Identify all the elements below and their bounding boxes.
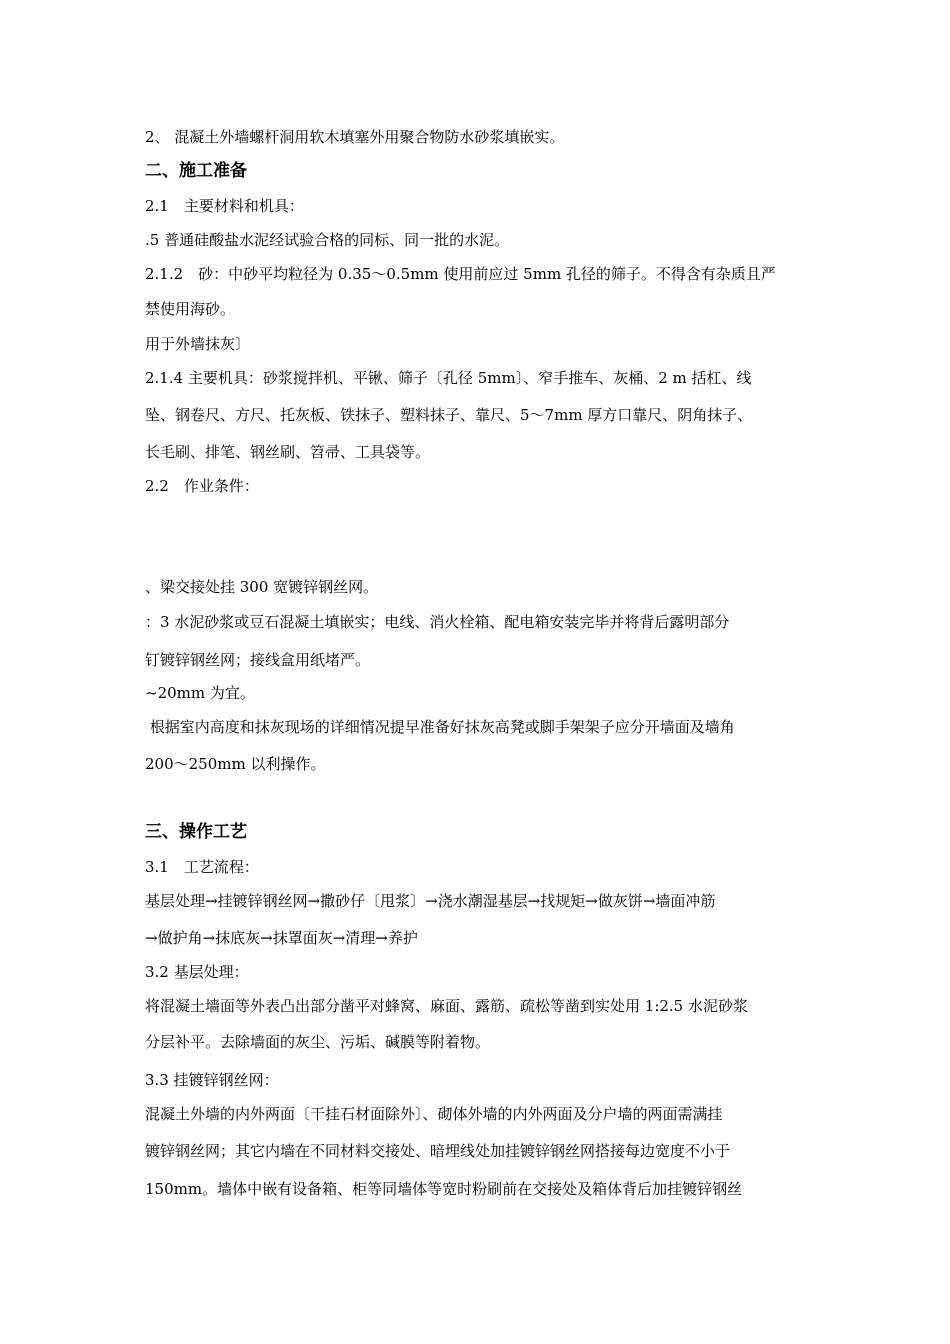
paragraph-line: 将混凝土墙面等外表凸出部分凿平对蜂窝、麻面、露筋、疏松等凿到实处用 1:2.5 水泥砂浆 [145,997,748,1015]
paragraph-line: 3.2 基层处理： [145,963,249,981]
section-heading: 三、操作工艺 [145,822,247,842]
paragraph-line: 、梁交接处挂 300 宽镀锌钢丝网。 [145,578,379,596]
section-heading: 二、施工准备 [145,161,247,181]
paragraph-line: .5 普通硅酸盐水泥经试验合格的同标、同一批的水泥。 [145,231,510,249]
paragraph-line: 2.1.2 砂：中砂平均粒径为 0.35～0.5mm 使用前应过 5mm 孔径的筛子。不得含有杂质且严 [145,265,776,283]
paragraph-line: ：3 水泥砂浆或豆石混凝土填嵌实；电线、消火栓箱、配电箱安装完毕并将背后露明部分 [145,613,730,631]
paragraph-line: 坠、钢卷尺、方尺、托灰板、铁抹子、塑料抹子、靠尺、5～7mm 厚方口靠尺、阴角抹子、 [145,406,753,424]
paragraph-line: 用于外墙抹灰〕 [145,335,251,353]
paragraph-line: 根据室内高度和抹灰现场的详细情况提早准备好抹灰高凳或脚手架架子应分开墙面及墙角 [145,718,735,736]
paragraph-line: 2、 混凝土外墙螺杆洞用软木填塞外用聚合物防水砂浆填嵌实。 [145,128,565,146]
paragraph-line: 2.1.4 主要机具：砂浆搅拌机、平锹、筛子〔孔径 5mm〕、窄手推车、灰桶、2 m 括杠、线 [145,369,752,387]
paragraph-line: 200～250mm 以利操作。 [145,755,326,773]
paragraph-line: →做护角→抹底灰→抹罩面灰→清理→养护 [145,929,418,947]
paragraph-line: 禁使用海砂。 [145,300,236,318]
paragraph-line: 镀锌钢丝网；其它内墙在不同材料交接处、暗埋线处加挂镀锌钢丝网搭接每边宽度不小于 [145,1142,731,1160]
paragraph-line: 钉镀锌钢丝网；接线盒用纸堵严。 [145,651,371,669]
paragraph-line: 长毛刷、排笔、钢丝刷、笤帚、工具袋等。 [145,443,431,461]
paragraph-line: 2.1 主要材料和机具： [145,197,304,215]
paragraph-line: 3.1 工艺流程： [145,858,259,876]
paragraph-line: 基层处理→挂镀锌钢丝网→撒砂仔〔甩浆〕→浇水潮湿基层→找规矩→做灰饼→墙面冲筋 [145,892,716,910]
paragraph-line: 2.2 作业条件： [145,477,259,495]
paragraph-line: 3.3 挂镀锌钢丝网： [145,1071,279,1089]
paragraph-line: 分层补平。去除墙面的灰尘、污垢、碱膜等附着物。 [145,1033,491,1051]
paragraph-line: 混凝土外墙的内外两面〔干挂石材面除外〕、砌体外墙的内外两面及分户墙的两面需满挂 [145,1105,723,1123]
paragraph-line: 150mm。墙体中嵌有设备箱、柜等同墙体等宽时粉刷前在交接处及箱体背后加挂镀锌钢丝 [145,1180,743,1198]
paragraph-line: ~20mm 为宜。 [145,684,255,702]
